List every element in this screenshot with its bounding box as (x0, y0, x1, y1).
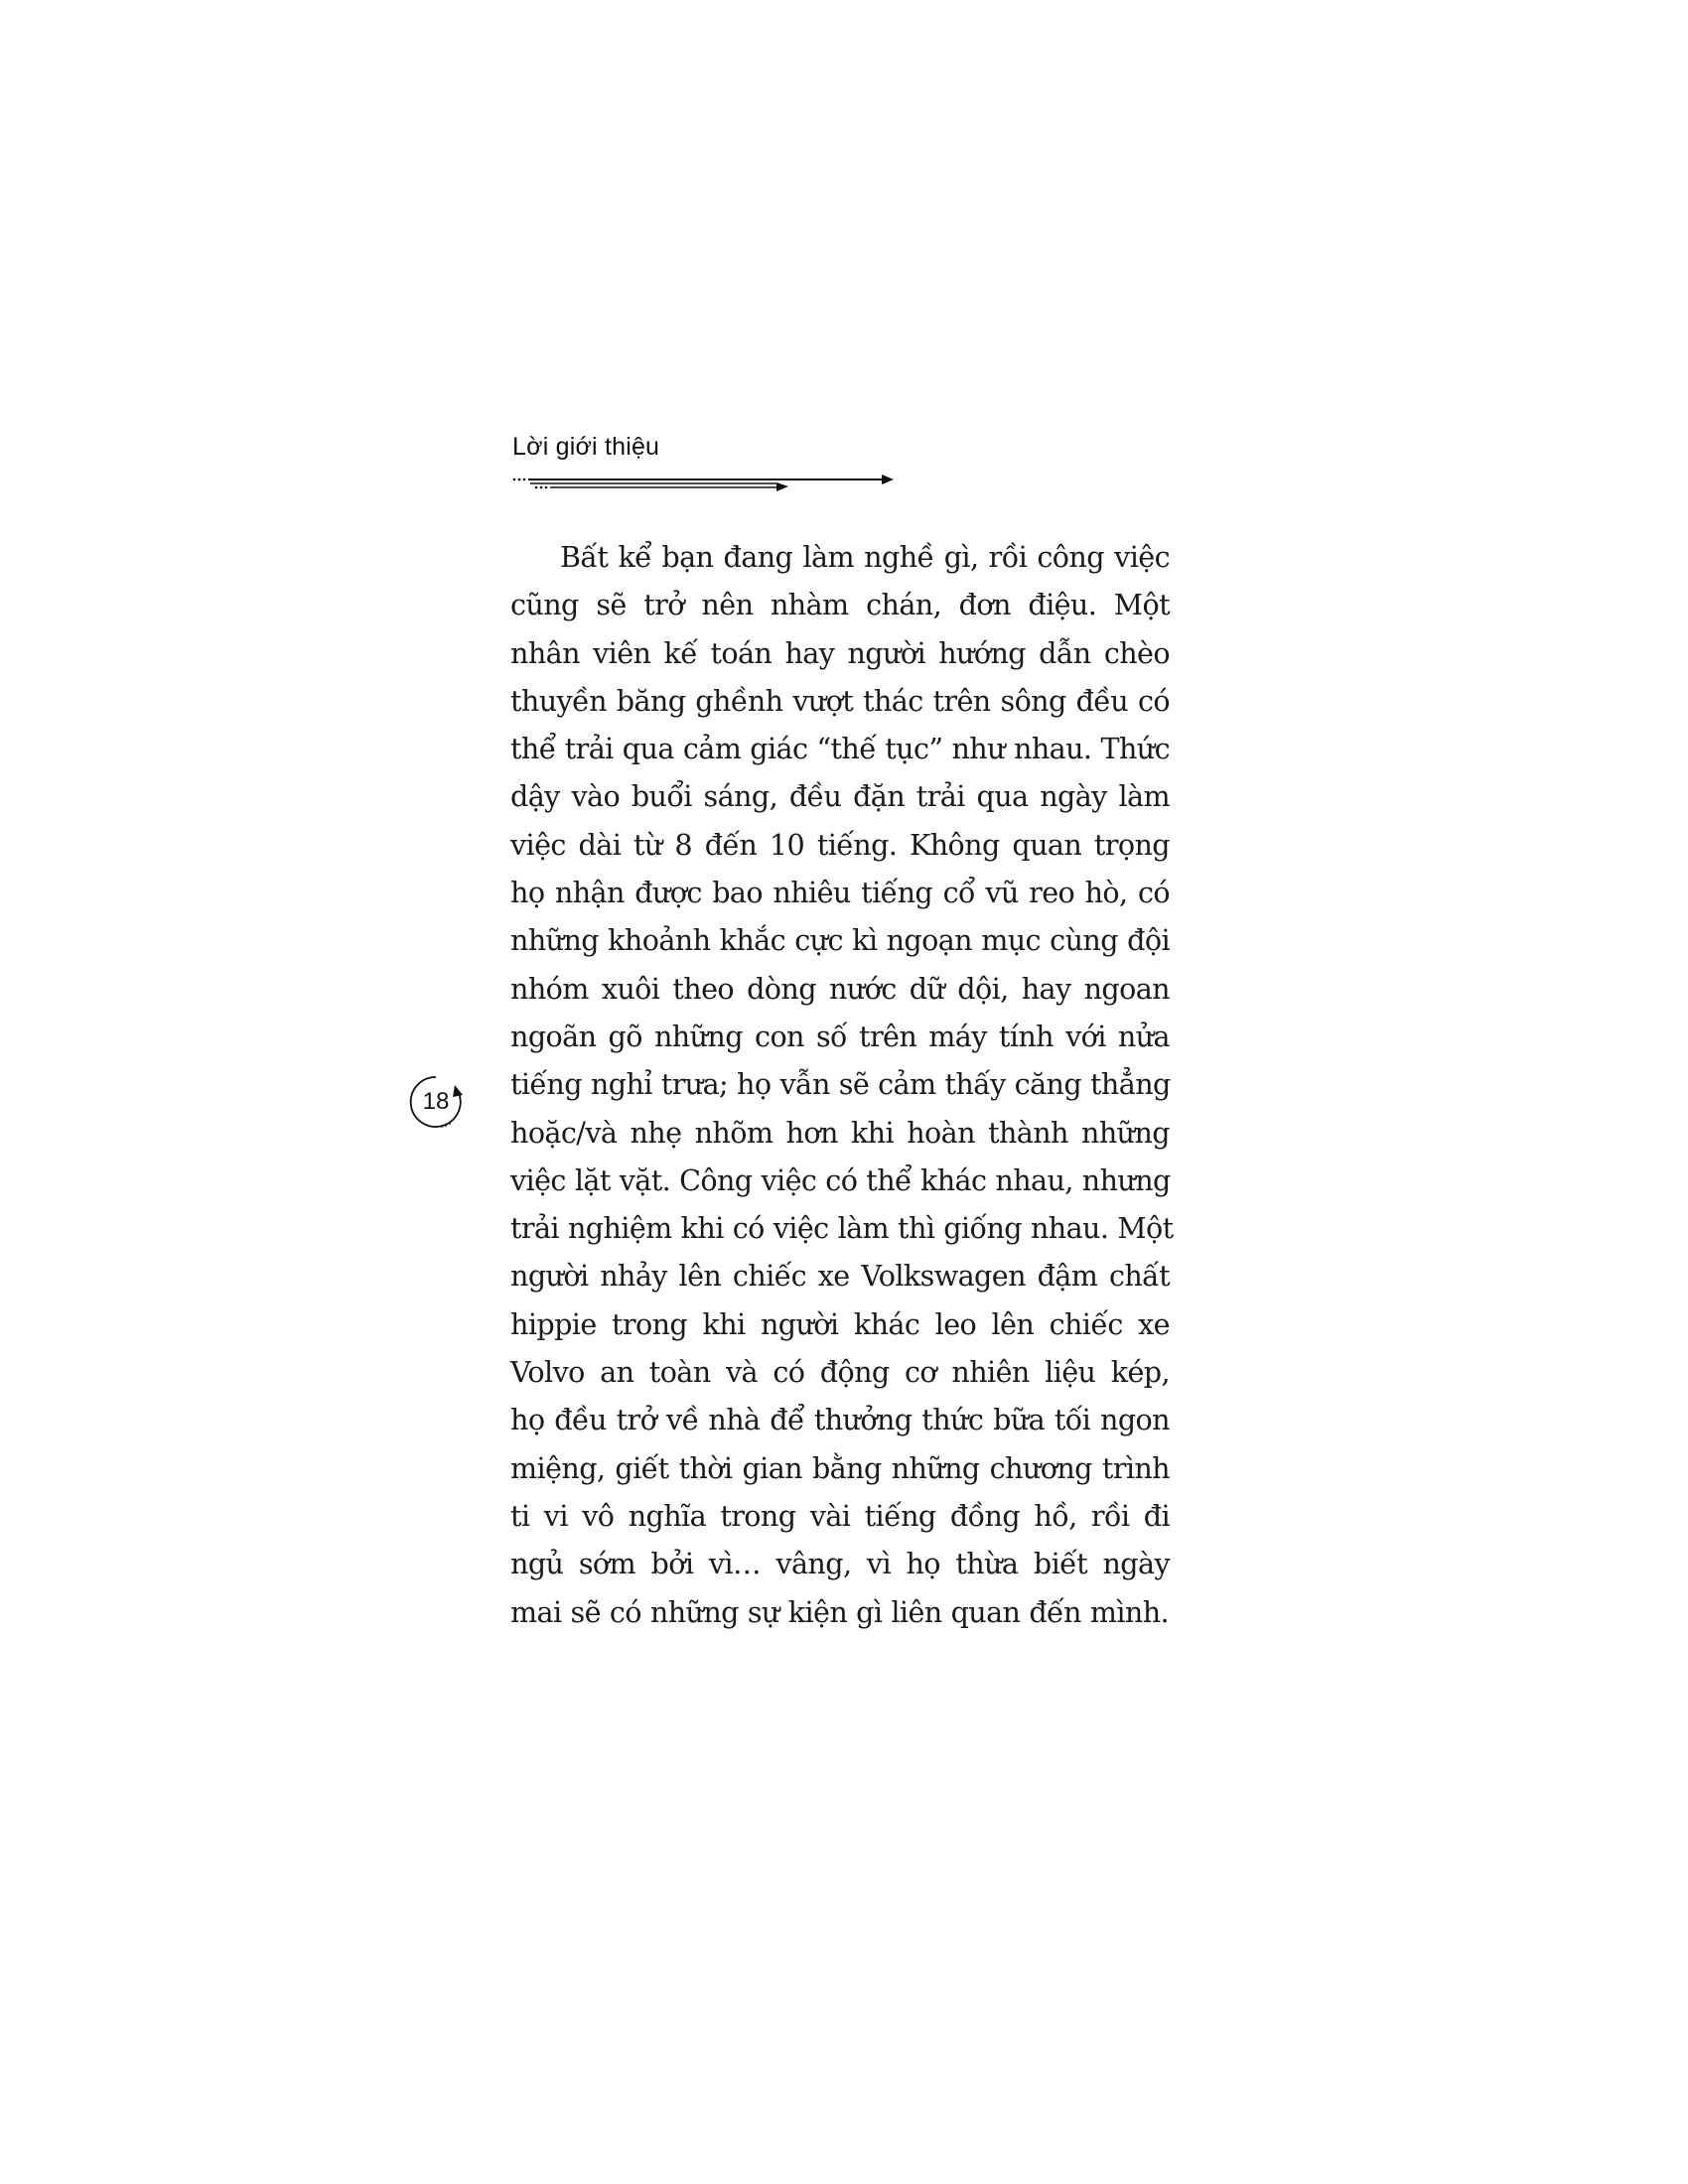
text-line: việc lặt vặt. Công việc có thể khác nhau, nhưng (510, 1162, 1171, 1197)
text-line: ti vi vô nghĩa trong vài tiếng đồng hồ, rồi đi (510, 1498, 1170, 1533)
text-line: người nhảy lên chiếc xe Volkswagen đậm chất (510, 1259, 1170, 1294)
text-line: thuyền băng ghềnh vượt thác trên sông đều có (510, 683, 1170, 718)
text-line: Volvo an toàn và có động cơ nhiên liệu kép, (510, 1355, 1170, 1390)
text-line: họ đều trở về nhà để thưởng thức bữa tối ngon (510, 1403, 1170, 1437)
text-line: thể trải qua cảm giác “thế tục” như nhau. Thức (510, 732, 1170, 766)
text-line: những khoảnh khắc cực kì ngoạn mục cùng đội (510, 923, 1170, 958)
text-line: mai sẽ có những sự kiện gì liên quan đến mình. (510, 1594, 1170, 1629)
text-line: ngủ sớm bởi vì… vâng, vì họ thừa biết ngày (510, 1547, 1170, 1581)
body-paragraph (510, 533, 1174, 1636)
text-line: trải nghiệm khi có việc làm thì giống nhau. Một (510, 1211, 1174, 1246)
arrow-rule-icon (512, 475, 894, 496)
page-number-badge (407, 1073, 465, 1131)
running-head: Lời giới thiệu (512, 433, 660, 461)
text-line: hoặc/và nhẹ nhõm hơn khi hoàn thành những (510, 1115, 1170, 1150)
text-line: miệng, giết thời gian bằng những chương trình (510, 1450, 1170, 1485)
text-line: nhân viên kế toán hay người hướng dẫn chèo (510, 635, 1170, 670)
text-line: việc dài từ 8 đến 10 tiếng. Không quan trọng (510, 827, 1170, 862)
text-line: ngoãn gõ những con số trên máy tính với nửa (510, 1019, 1170, 1053)
text-line: họ nhận được bao nhiêu tiếng cổ vũ reo hò, có (510, 876, 1170, 910)
text-line: hippie trong khi người khác leo lên chiếc xe (510, 1306, 1170, 1341)
text-line: Bất kể bạn đang làm nghề gì, rồi công việc (560, 540, 1170, 574)
text-line: dậy vào buổi sáng, đều đặn trải qua ngày làm (510, 779, 1170, 814)
text-line: cũng sẽ trở nên nhàm chán, đơn điệu. Một (510, 588, 1170, 622)
text-line: tiếng nghỉ trưa; họ vẫn sẽ cảm thấy căng thẳng (510, 1067, 1171, 1102)
page-number: 18 (422, 1088, 450, 1115)
text-line: nhóm xuôi theo dòng nước dữ dội, hay ngoan (510, 971, 1170, 1006)
